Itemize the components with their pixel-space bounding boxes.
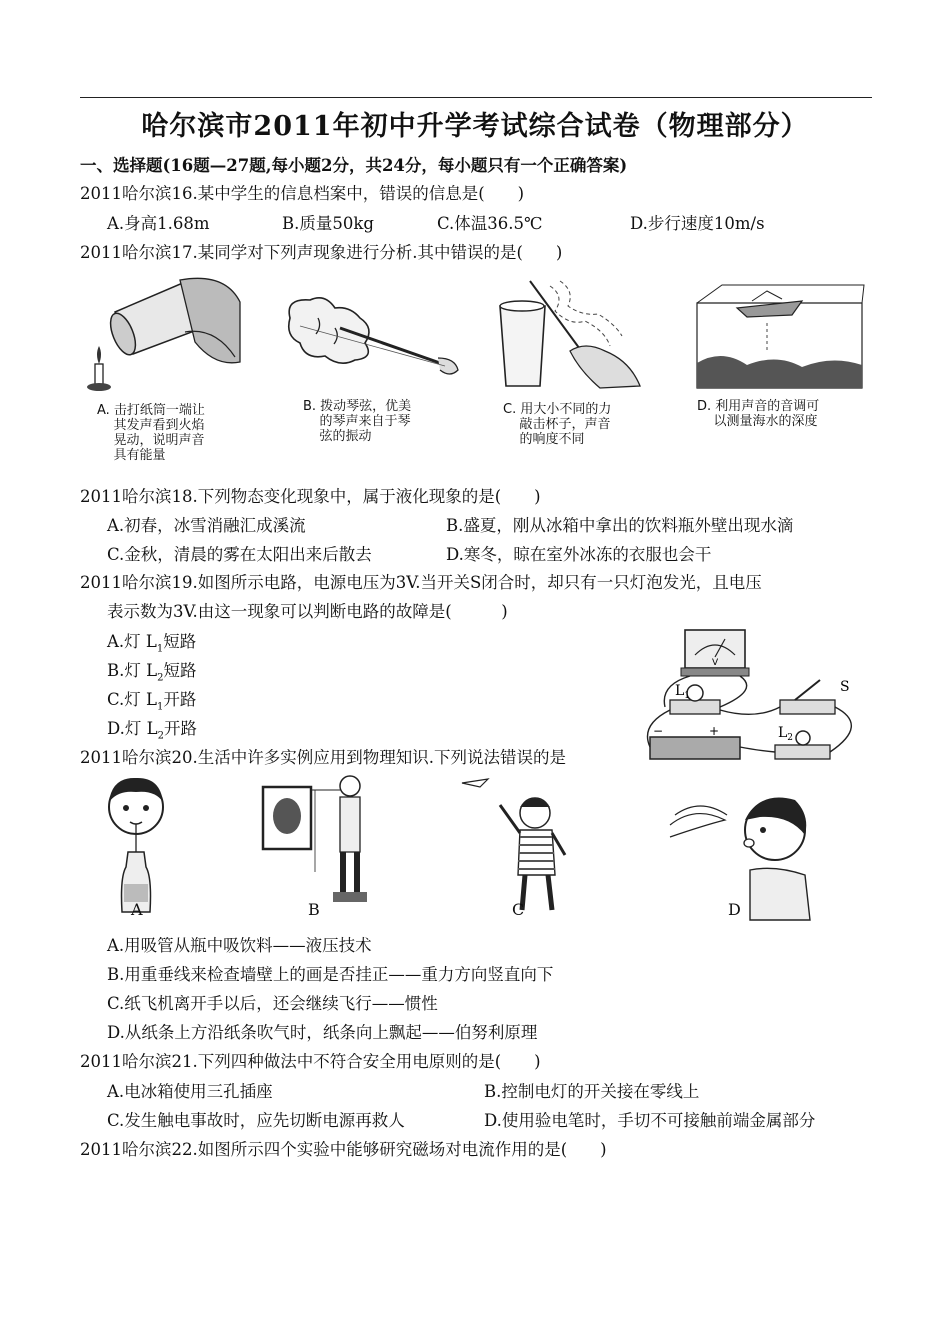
page-title: 哈尔滨市2011年初中升学考试综合试卷（物理部分） — [141, 111, 809, 142]
q19-stem-line2: 表示数为3V.由这一现象可以判断电路的故障是( ) — [107, 602, 508, 621]
q17-caption-a: A. 击打纸筒一端让 其发声看到火焰 晃动，说明声音 具有能量 — [97, 403, 205, 463]
q20-option-c[interactable]: C.纸飞机离开手以后，还会继续飞行——惯性 — [107, 994, 438, 1013]
lamp-l1-label: $L_1$ — [675, 683, 691, 701]
q17-figure-a — [85, 272, 245, 397]
q17-caption-c: C. 用大小不同的力 敲击杯子，声音 的响度不同 — [503, 402, 612, 447]
q16-option-c[interactable]: C.体温36.5℃ — [437, 214, 543, 233]
q16-option-d[interactable]: D.步行速度10m/s — [630, 214, 765, 233]
q17-stem: 2011哈尔滨17.某同学对下列声现象进行分析.其中错误的是( ) — [80, 243, 563, 262]
switch-s-label: S — [840, 679, 850, 695]
q16-option-b[interactable]: B.质量50kg — [282, 214, 374, 233]
lamp-l2-label: $L_2$ — [778, 725, 794, 743]
voltmeter-v-label: V — [712, 658, 719, 668]
q16-option-a[interactable]: A.身高1.68m — [107, 214, 210, 233]
q21-option-d[interactable]: D.使用验电笔时，手切不可接触前端金属部分 — [484, 1111, 816, 1130]
q19-option-a[interactable]: A.灯 $L_1$短路 — [107, 632, 197, 655]
q20-figure-d — [665, 775, 815, 920]
header-rule — [80, 97, 872, 98]
q20-option-d[interactable]: D.从纸条上方沿纸条吹气时，纸条向上飘起——伯努利原理 — [107, 1023, 538, 1042]
q21-option-b[interactable]: B.控制电灯的开关接在零线上 — [484, 1082, 700, 1101]
q17-figure-d — [692, 283, 867, 393]
q21-option-c[interactable]: C.发生触电事故时，应先切断电源再救人 — [107, 1111, 405, 1130]
q22-stem: 2011哈尔滨22.如图所示四个实验中能够研究磁场对电流作用的是( ) — [80, 1140, 607, 1159]
q19-stem-line1: 2011哈尔滨19.如图所示电路，电源电压为3V.当开关S闭合时，却只有一只灯泡发光，且电压 — [80, 573, 762, 592]
q20-option-b[interactable]: B.用重垂线来检查墙壁上的画是否挂正——重力方向竖直向下 — [107, 965, 554, 984]
q20-option-a[interactable]: A.用吸管从瓶中吸饮料——液压技术 — [107, 936, 372, 955]
q19-option-c[interactable]: C.灯 $L_1$开路 — [107, 690, 197, 713]
q20-label-a: A — [131, 900, 143, 919]
q19-option-d[interactable]: D.灯 $L_2$开路 — [107, 719, 197, 742]
q17-figure-b — [280, 288, 465, 383]
battery-minus-label: − — [653, 724, 664, 738]
q20-label-d: D — [728, 900, 741, 919]
q21-option-a[interactable]: A.电冰箱使用三孔插座 — [107, 1082, 273, 1101]
q20-label-c: C — [512, 900, 525, 919]
q19-circuit-figure — [645, 625, 875, 770]
q17-caption-d: D. 利用声音的音调可 以测量海水的深度 — [697, 399, 820, 429]
q20-label-b: B — [308, 900, 320, 919]
q18-stem: 2011哈尔滨18.下列物态变化现象中，属于液化现象的是( ) — [80, 487, 541, 506]
q17-caption-b: B. 拨动琴弦，优美 的琴声来自于琴 弦的振动 — [303, 399, 412, 444]
q17-figure-c — [490, 276, 650, 396]
q20-figure-b — [255, 772, 385, 922]
q20-figure-a — [100, 772, 190, 922]
battery-plus-label: + — [709, 724, 720, 738]
q18-option-b[interactable]: B.盛夏，刚从冰箱中拿出的饮料瓶外壁出现水滴 — [446, 516, 794, 535]
q18-option-a[interactable]: A.初春，冰雪消融汇成溪流 — [107, 516, 306, 535]
q18-option-d[interactable]: D.寒冬，晾在室外冰冻的衣服也会干 — [446, 545, 712, 564]
q20-stem: 2011哈尔滨20.生活中许多实例应用到物理知识.下列说法错误的是 — [80, 748, 566, 767]
q19-option-b[interactable]: B.灯 $L_2$短路 — [107, 661, 197, 684]
q16-stem: 2011哈尔滨16.某中学生的信息档案中，错误的信息是( ) — [80, 184, 525, 203]
q21-stem: 2011哈尔滨21.下列四种做法中不符合安全用电原则的是( ) — [80, 1052, 541, 1071]
section-heading: 一、选择题(16题—27题,每小题2分，共24分，每小题只有一个正确答案) — [80, 156, 628, 175]
q18-option-c[interactable]: C.金秋，清晨的雾在太阳出来后散去 — [107, 545, 372, 564]
